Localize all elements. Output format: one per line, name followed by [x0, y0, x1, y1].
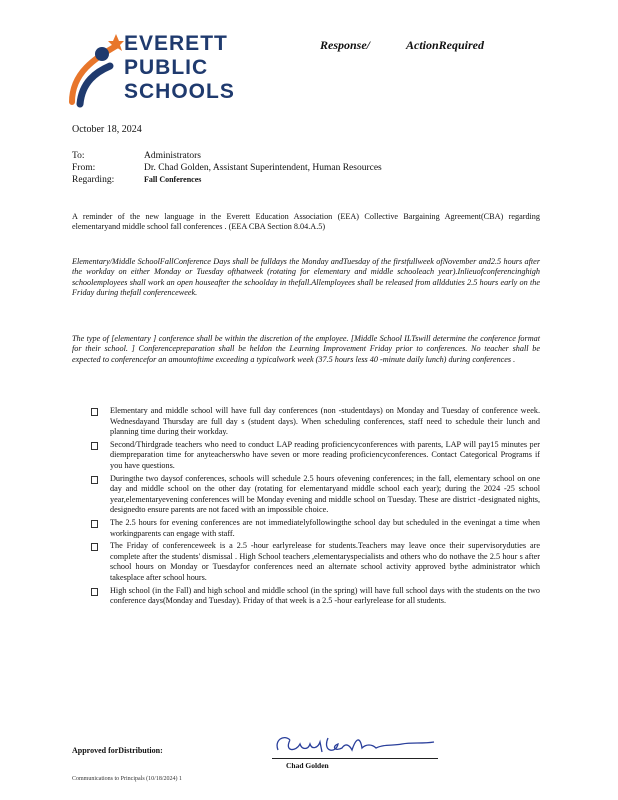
paragraph-conference-type: The type of [elementary ] conference shall be within the discretion of the employee. [Middle School ILTswill determine the conference format for their school. ] Conferencepreparation shall be heldon the Learning Improvement Friday prior to conferences. No teacher shall be expected to conferencefor an amountoftime exceeding a typicalwork week (37.5 hours less 40 -minute daily lunch) during conferences .	[72, 334, 540, 364]
checkbox-bullet-icon	[91, 408, 98, 416]
page-footer: Communications to Principals (10/18/2024) 1	[72, 776, 182, 782]
list-item: Duringthe two daysof conferences, schools will schedule 2.5 hours ofevening conferences; in the fall, elementary school on one day and middle school on the other day (rotating for elementaryand middle school each year); during the 2024 -25 school year,elementaryevening conferences will be Monday evening and middle school on Tuesday. These are district -designated nights, designedto ensure parents are not faced with an impossible choice.	[88, 474, 540, 516]
response-label: Response/	[320, 38, 371, 52]
to-value: Administrators	[144, 151, 201, 161]
to-label: To:	[72, 151, 85, 161]
signer-name: Chad Golden	[286, 761, 329, 770]
checkbox-bullet-icon	[91, 520, 98, 528]
regarding-value: Fall Conferences	[144, 175, 202, 184]
checkbox-bullet-icon	[91, 588, 98, 596]
memo-header	[72, 150, 382, 186]
paragraph-intro: A reminder of the new language in the Everett Education Association (EEA) Collective Bargaining Agreement(CBA) regarding elementaryand middle school fall conferences . (EEA CBA Section 8.04.A.5)	[72, 212, 540, 232]
person-emblem-icon	[66, 32, 124, 112]
list-item: The 2.5 hours for evening conferences are not immediatelyfollowingthe school day but scheduled in the eveningat a time when workingparents can engage with staff.	[88, 518, 540, 539]
approved-for-distribution-label: Approved forDistribution:	[72, 746, 163, 755]
district-logo	[66, 28, 256, 114]
list-item: Second/Thirdgrade teachers who need to conduct LAP reading proficiencyconferences with parents, LAP will pay15 minutes per diempreparation time for anyteacherswho have seven or more reading proficiencyconferences. Contact Categorical Programs if you have questions.	[88, 440, 540, 472]
regarding-label: Regarding:	[72, 175, 115, 185]
checkbox-bullet-icon	[91, 442, 98, 450]
from-label: From:	[72, 163, 96, 173]
logo-line-public: PUBLIC	[124, 56, 209, 79]
paragraph-contract-language: Elementary/Middle SchoolFallConference Days shall be fulldays the Monday andTuesday of the firstfullweek ofNovember and2.5 hours after the workday on either Monday or Tuesday ofthatweek (rotating for elementary and middle schooleach year).Inlieuofconferencinghigh schoolemployees shall work an open houseafter the schoolday in thefall.Allemployees shall be released from alldduties 2.5 hours early on the Friday during thefall conferenceweek.	[72, 257, 540, 297]
checkbox-bullet-icon	[91, 476, 98, 484]
list-item: High school (in the Fall) and high school and middle school (in the spring) will have full school days with the students on the two conference days(Monday and Tuesday). Friday of that week is a 2.5 -hour earlyrelease for all students.	[88, 586, 540, 607]
from-value: Dr. Chad Golden, Assistant Superintendent, Human Resources	[144, 163, 382, 173]
bullet-list	[88, 406, 540, 609]
list-item: The Friday of conferenceweek is a 2.5 -hour earlyrelease for students.Teachers may leave once their supervisoryduties are complete after the students' dismissal . High School teachers ,elementaryspecialists and others who do nothave the 2.5 hour s after school hours on Monday or Tuesdayfor conferences need an alternate school activity approved bythe administrator which takesplace after school hours.	[88, 541, 540, 583]
checkbox-bullet-icon	[91, 543, 98, 551]
list-item: Elementary and middle school will have full day conferences (non -studentdays) on Monday and Tuesday of conference week. Wednesdayand Thursday are full day s (student days). When scheduling conferences, staff need to schedule their lunch and planning time during their workday.	[88, 406, 540, 438]
handwritten-signature	[272, 732, 442, 758]
logo-line-schools: SCHOOLS	[124, 80, 235, 103]
memo-date: October 18, 2024	[72, 124, 142, 135]
logo-line-everett: EVERETT	[124, 32, 228, 55]
signature-line	[272, 758, 438, 759]
action-required-label: ActionRequired	[406, 38, 485, 52]
